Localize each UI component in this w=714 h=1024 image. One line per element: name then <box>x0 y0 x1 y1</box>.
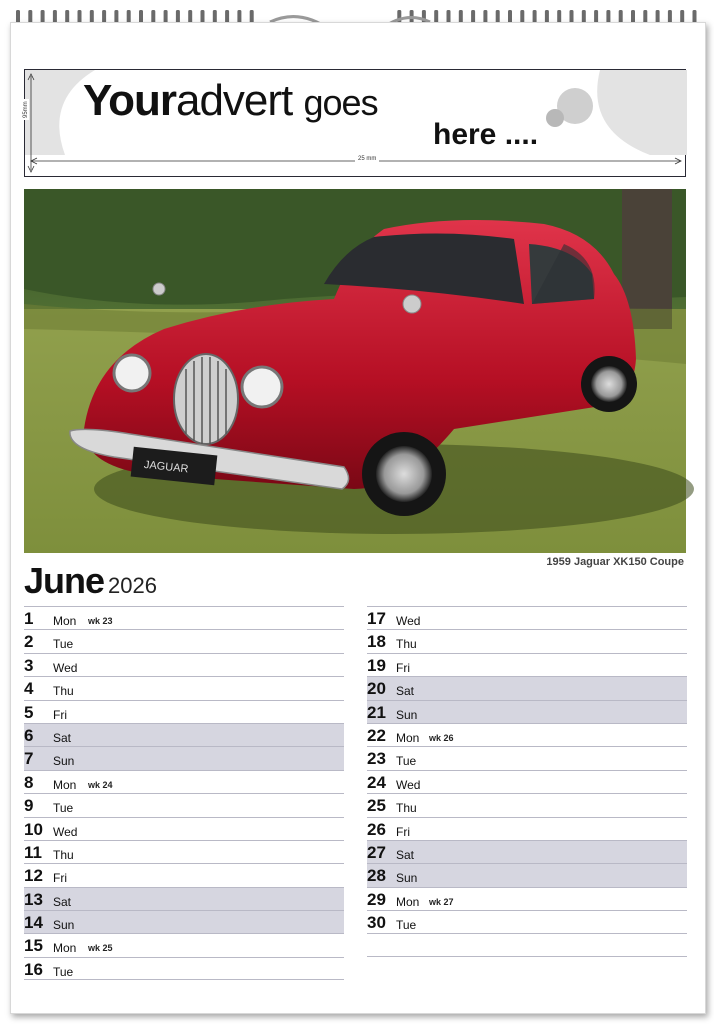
advert-placeholder <box>24 69 686 177</box>
day-name: Wed <box>396 777 421 792</box>
day-name: Fri <box>396 824 410 839</box>
advert-width-label: 25 mm <box>355 156 379 162</box>
day-name: Wed <box>53 824 78 839</box>
day-name: Wed <box>396 614 421 628</box>
day-row <box>24 770 344 793</box>
day-row <box>24 840 344 863</box>
day-row <box>24 817 344 840</box>
day-number: 30 <box>367 913 386 933</box>
day-number: 29 <box>367 889 386 909</box>
day-name: Mon <box>53 777 77 792</box>
day-name: Tue <box>396 918 417 933</box>
day-row <box>367 817 687 840</box>
week-number: wk 26 <box>429 732 454 743</box>
day-name: Mon <box>53 941 77 956</box>
day-row <box>367 629 687 652</box>
day-name: Tue <box>53 801 74 816</box>
month-year: 2026 <box>108 573 157 598</box>
day-row <box>367 863 687 886</box>
day-name: Sat <box>396 684 415 699</box>
day-row <box>24 746 344 769</box>
day-number: 17 <box>367 609 386 628</box>
day-name: Tue <box>396 754 417 769</box>
day-number: 27 <box>367 842 386 862</box>
day-row <box>367 653 687 676</box>
day-name: Sat <box>396 847 415 862</box>
day-row <box>367 910 687 933</box>
week-number: wk 25 <box>88 943 113 954</box>
day-number: 10 <box>24 819 43 839</box>
day-number: 18 <box>367 632 386 652</box>
day-number: 24 <box>367 772 386 792</box>
day-row <box>367 746 687 769</box>
day-number: 23 <box>367 749 386 769</box>
day-name: Tue <box>53 637 74 652</box>
day-name: Sun <box>53 754 75 769</box>
day-row <box>367 887 687 910</box>
day-number: 11 <box>24 842 42 862</box>
day-name: Wed <box>53 660 78 675</box>
day-name: Sun <box>53 918 75 933</box>
day-name: Mon <box>396 894 420 909</box>
day-row <box>24 793 344 816</box>
week-number: wk 24 <box>88 779 113 790</box>
day-row <box>24 676 344 699</box>
day-row <box>367 840 687 863</box>
day-number: 15 <box>24 936 43 956</box>
day-name: Tue <box>53 964 74 979</box>
day-number: 19 <box>367 655 386 675</box>
day-row <box>24 887 344 910</box>
day-number: 9 <box>24 796 34 816</box>
photo-caption: 1959 Jaguar XK150 Coupe <box>546 556 684 568</box>
day-row <box>367 676 687 699</box>
car-photo <box>24 189 686 553</box>
days-column-right <box>367 606 687 957</box>
day-row <box>367 933 687 956</box>
number-plate-text: JAGUAR <box>143 458 189 476</box>
day-number: 22 <box>367 725 386 745</box>
advert-height-label: 95mm <box>23 101 29 118</box>
day-name: Thu <box>53 684 74 699</box>
week-number: wk 27 <box>429 896 454 907</box>
day-row <box>367 700 687 723</box>
day-number: 6 <box>24 725 34 745</box>
day-row <box>24 700 344 723</box>
day-number: 13 <box>24 889 43 909</box>
day-name: Thu <box>396 801 417 816</box>
day-number: 14 <box>24 913 43 933</box>
day-name: Mon <box>396 730 420 745</box>
day-number: 5 <box>24 702 34 722</box>
week-number: wk 23 <box>88 616 113 626</box>
day-row <box>24 910 344 933</box>
month-name: June <box>24 560 105 601</box>
day-number: 21 <box>367 702 386 722</box>
day-row <box>367 723 687 746</box>
day-name: Mon <box>53 614 77 628</box>
day-name: Thu <box>396 637 417 652</box>
day-number: 20 <box>367 679 386 699</box>
day-number: 3 <box>24 655 34 675</box>
day-row <box>24 629 344 652</box>
day-name: Sat <box>53 730 72 745</box>
advert-word-advert: advert <box>175 76 293 125</box>
advert-word-goes: goes <box>303 82 378 123</box>
day-number: 7 <box>24 749 34 769</box>
day-number: 16 <box>24 959 43 979</box>
day-number: 26 <box>367 819 386 839</box>
day-row <box>24 933 344 956</box>
day-name: Sun <box>396 707 418 722</box>
day-row <box>24 957 344 980</box>
day-number: 2 <box>24 632 34 652</box>
day-row <box>24 653 344 676</box>
advert-headline <box>83 76 378 126</box>
day-row <box>367 793 687 816</box>
days-column-left <box>24 606 344 980</box>
day-number: 1 <box>24 609 34 628</box>
advert-word-your: Your <box>83 76 176 125</box>
day-number: 4 <box>24 679 34 699</box>
day-number: 12 <box>24 866 43 886</box>
day-row <box>24 723 344 746</box>
day-row <box>367 770 687 793</box>
day-name: Fri <box>53 707 67 722</box>
month-title <box>24 560 157 602</box>
day-name: Thu <box>53 847 74 862</box>
day-name: Fri <box>53 871 67 886</box>
day-name: Fri <box>396 660 410 675</box>
advert-word-here: here .... <box>433 118 539 151</box>
day-name: Sat <box>53 894 72 909</box>
day-number: 8 <box>24 772 34 792</box>
day-row <box>367 606 687 629</box>
day-row <box>24 863 344 886</box>
day-row <box>24 606 344 629</box>
day-number: 28 <box>367 866 386 886</box>
day-number: 25 <box>367 796 386 816</box>
day-name: Sun <box>396 871 418 886</box>
